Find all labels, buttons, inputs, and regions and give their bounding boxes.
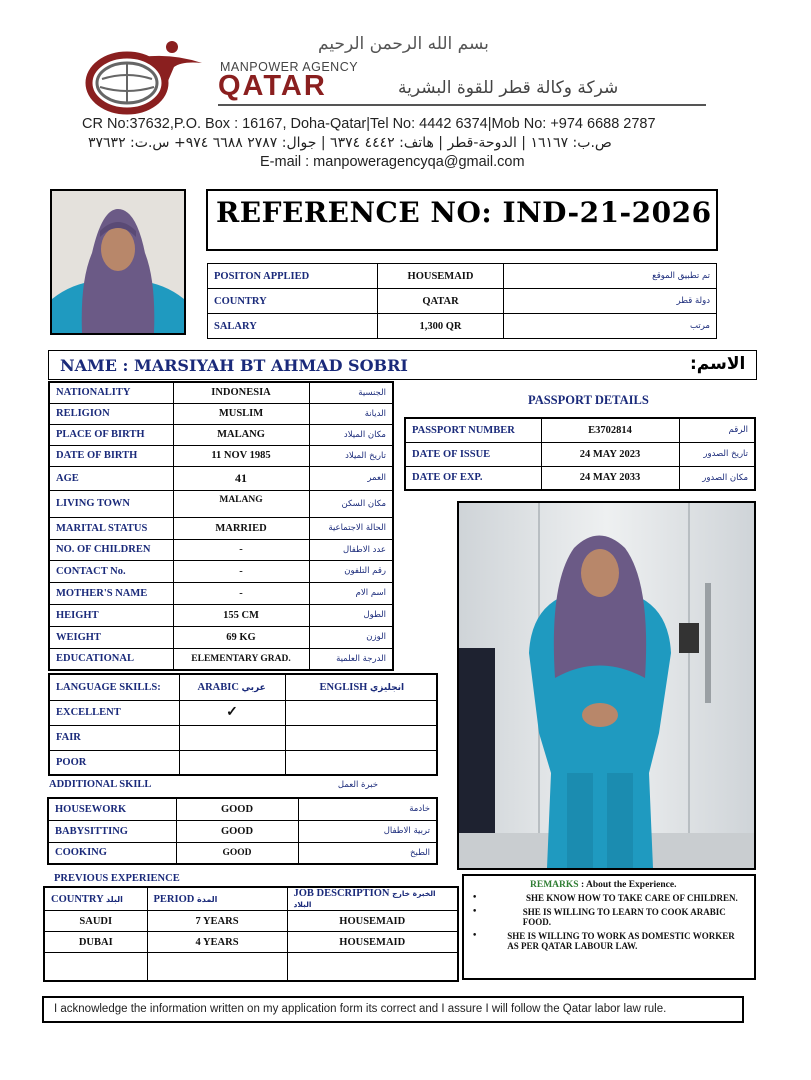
- arabic-label-ar: عربي: [241, 682, 266, 693]
- height-label-ar: الطول: [309, 604, 393, 626]
- salary-label-ar: مرتب: [504, 314, 717, 339]
- remark-text: SHE KNOW HOW TO TAKE CARE OF CHILDREN.: [526, 893, 738, 903]
- remark-text: SHE IS WILLING TO WORK AS DOMESTIC WORKER AS PER QATAR LABOUR LAW.: [507, 931, 735, 951]
- country-header: [44, 887, 147, 911]
- agency-logo: [82, 35, 212, 115]
- table-row: [405, 466, 755, 490]
- place-of-birth-label-ar: مكان الميلاد: [309, 424, 393, 445]
- remarks-list: [472, 893, 742, 951]
- portrait-figure: [52, 191, 184, 333]
- cooking-value: GOOD: [176, 842, 298, 864]
- cooking-label-ar: الطبخ: [298, 842, 437, 864]
- table-row: [44, 932, 458, 953]
- passport-title: PASSPORT DETAILS: [528, 393, 649, 407]
- experience-country: SAUDI: [44, 911, 147, 932]
- job-header-ar: الخبرة خارج البلاد: [293, 889, 436, 909]
- position-row-salary: [208, 314, 717, 339]
- date-of-birth-label: DATE OF BIRTH: [49, 445, 173, 466]
- living-town-label: LIVING TOWN: [49, 490, 173, 517]
- housework-value: GOOD: [176, 798, 298, 820]
- full-body-photo: [457, 501, 756, 870]
- table-row: [49, 539, 393, 560]
- table-row: [405, 418, 755, 442]
- weight-value: 69 KG: [173, 626, 309, 648]
- list-item: [472, 931, 742, 951]
- height-label: HEIGHT: [49, 604, 173, 626]
- children-label-ar: عدد الاطفال: [309, 539, 393, 560]
- education-label: EDUCATIONAL: [49, 648, 173, 670]
- arabic-header: [179, 674, 285, 700]
- position-label: POSITON APPLIED: [208, 264, 378, 289]
- empty-cell: [287, 953, 458, 981]
- table-row: [48, 798, 437, 820]
- english-header: [285, 674, 437, 700]
- additional-skill-title: ADDITIONAL SKILL: [49, 779, 152, 790]
- babysitting-label-ar: تربية الاطفال: [298, 820, 437, 842]
- period-header-ar: المدة: [196, 894, 218, 904]
- table-row: [49, 674, 437, 700]
- experience-period: 7 YEARS: [147, 911, 287, 932]
- remarks-box: [462, 874, 756, 980]
- arabic-poor-cell: [179, 750, 285, 775]
- level-poor-label: POOR: [49, 750, 179, 775]
- mothers-name-label: MOTHER'S NAME: [49, 582, 173, 604]
- agency-name-en: MANPOWER AGENCY: [220, 60, 359, 74]
- experience-period: 4 YEARS: [147, 932, 287, 953]
- remarks-title: REMARKS: [530, 880, 579, 890]
- religion-value: MUSLIM: [173, 403, 309, 424]
- nationality-value: INDONESIA: [173, 382, 309, 403]
- religion-label: RELIGION: [49, 403, 173, 424]
- english-label: ENGLISH: [319, 681, 368, 693]
- table-row: [49, 517, 393, 539]
- table-row: [49, 466, 393, 490]
- agency-name-qatar: QATAR: [218, 70, 327, 102]
- date-of-birth-value: 11 NOV 1985: [173, 445, 309, 466]
- additional-skill-title-ar: خبرة العمل: [337, 780, 378, 790]
- age-label: AGE: [49, 466, 173, 490]
- header-divider: [218, 104, 706, 106]
- reference-number: REFERENCE NO: IND-21-2026: [216, 196, 712, 229]
- expiry-date-label: DATE OF EXP.: [405, 466, 541, 490]
- applicant-name-ar: الاسم:: [690, 354, 746, 374]
- empty-cell: [44, 953, 147, 981]
- agency-email: E-mail : manpoweragencyqa@gmail.com: [260, 154, 525, 170]
- period-header-label: PERIOD: [153, 893, 195, 905]
- age-label-ar: العمر: [309, 466, 393, 490]
- table-row: [49, 382, 393, 403]
- position-value: HOUSEMAID: [378, 264, 504, 289]
- applicant-name: NAME : MARSIYAH BT AHMAD SOBRI: [60, 356, 408, 375]
- experience-table: [43, 886, 459, 982]
- expiry-date-label-ar: مكان الصدور: [679, 466, 755, 490]
- arabic-label: ARABIC: [197, 681, 239, 693]
- position-table: [207, 263, 717, 339]
- previous-experience-title: PREVIOUS EXPERIENCE: [54, 873, 180, 884]
- issue-date-value: 24 MAY 2023: [541, 442, 679, 466]
- contact-label-ar: رقم التلفون: [309, 560, 393, 582]
- language-skills-table: [48, 673, 438, 776]
- additional-skills-table: [47, 797, 438, 865]
- position-row-applied: [208, 264, 717, 289]
- level-fair-label: FAIR: [49, 725, 179, 750]
- list-item: [472, 893, 742, 903]
- full-body-figure: [459, 503, 754, 868]
- period-header: [147, 887, 287, 911]
- table-row: [49, 626, 393, 648]
- contact-label: CONTACT No.: [49, 560, 173, 582]
- issue-date-label-ar: تاريخ الصدور: [679, 442, 755, 466]
- empty-cell: [147, 953, 287, 981]
- table-row: [49, 604, 393, 626]
- height-value: 155 CM: [173, 604, 309, 626]
- age-value: 41: [173, 466, 309, 490]
- table-row: [49, 424, 393, 445]
- mothers-name-value: -: [173, 582, 309, 604]
- housework-label-ar: خادمة: [298, 798, 437, 820]
- english-poor-cell: [285, 750, 437, 775]
- contact-line-en: CR No:37632,P.O. Box : 16167, Doha-Qatar|Tel No: 4442 6374|Mob No: +974 6688 2787: [82, 116, 656, 132]
- acknowledgement-text: I acknowledge the information written on my application form its correct and I assure I will follow the Qatar labor law rule.: [54, 1003, 667, 1015]
- bullet: •: [472, 893, 478, 903]
- babysitting-value: GOOD: [176, 820, 298, 842]
- list-item: [472, 907, 742, 927]
- experience-job: HOUSEMAID: [287, 911, 458, 932]
- housework-label: HOUSEWORK: [48, 798, 176, 820]
- issue-date-label: DATE OF ISSUE: [405, 442, 541, 466]
- marital-status-label: MARITAL STATUS: [49, 517, 173, 539]
- table-row: [48, 842, 437, 864]
- table-row: [48, 820, 437, 842]
- marital-status-label-ar: الحالة الاجتماعية: [309, 517, 393, 539]
- country-header-ar: البلد: [105, 894, 123, 904]
- salary-label: SALARY: [208, 314, 378, 339]
- position-label-ar: تم تطبيق الموقع: [504, 264, 717, 289]
- passport-number-value: E3702814: [541, 418, 679, 442]
- contact-line-ar: ص.ب: ١٦١٦٧ | الدوحة-قطر | هاتف: ٤٤٤٢ ٦٣٧٤ | جوال: ٢٧٨٧ ٦٦٨٨ ٩٧٤+ س.ت: ٣٧٦٣٢: [88, 135, 612, 151]
- bismillah-calligraphy: بسم الله الرحمن الرحيم: [318, 34, 489, 54]
- religion-label-ar: الديانة: [309, 403, 393, 424]
- table-row: [405, 442, 755, 466]
- job-header: [287, 887, 458, 911]
- table-row: [44, 911, 458, 932]
- country-label: COUNTRY: [208, 289, 378, 314]
- table-row: [49, 403, 393, 424]
- table-row: [49, 582, 393, 604]
- english-excellent-cell: [285, 700, 437, 725]
- table-row: [49, 700, 437, 725]
- weight-label-ar: الوزن: [309, 626, 393, 648]
- table-row: [49, 648, 393, 670]
- table-row: [49, 750, 437, 775]
- english-label-ar: انجليزي: [369, 682, 405, 693]
- country-value: QATAR: [378, 289, 504, 314]
- cooking-label: COOKING: [48, 842, 176, 864]
- agency-name-ar: شركة وكالة قطر للقوة البشرية: [398, 78, 619, 98]
- language-skills-label: LANGUAGE SKILLS:: [49, 674, 179, 700]
- mothers-name-label-ar: اسم الام: [309, 582, 393, 604]
- education-label-ar: الدرجة العلمية: [309, 648, 393, 670]
- table-row: [49, 725, 437, 750]
- remarks-subtitle: : About the Experience.: [580, 880, 677, 890]
- position-row-country: [208, 289, 717, 314]
- marital-status-value: MARRIED: [173, 517, 309, 539]
- job-header-label: JOB DESCRIPTION: [293, 888, 390, 899]
- passport-table: [404, 417, 756, 491]
- expiry-date-value: 24 MAY 2033: [541, 466, 679, 490]
- babysitting-label: BABYSITTING: [48, 820, 176, 842]
- nationality-label-ar: الجنسية: [309, 382, 393, 403]
- weight-label: WEIGHT: [49, 626, 173, 648]
- passport-number-label: PASSPORT NUMBER: [405, 418, 541, 442]
- place-of-birth-value: MALANG: [173, 424, 309, 445]
- remark-text: SHE IS WILLING TO LEARN TO COOK ARABIC FOOD.: [522, 907, 726, 927]
- place-of-birth-label: PLACE OF BIRTH: [49, 424, 173, 445]
- table-row: [44, 953, 458, 981]
- passport-number-label-ar: الرقم: [679, 418, 755, 442]
- living-town-label-ar: مكان السكن: [309, 490, 393, 517]
- portrait-photo: [50, 189, 186, 335]
- english-fair-cell: [285, 725, 437, 750]
- date-of-birth-label-ar: تاريخ الميلاد: [309, 445, 393, 466]
- experience-country: DUBAI: [44, 932, 147, 953]
- table-row: [49, 445, 393, 466]
- bullet: •: [472, 907, 478, 917]
- table-row: [49, 490, 393, 517]
- children-value: -: [173, 539, 309, 560]
- level-excellent-label: EXCELLENT: [49, 700, 179, 725]
- education-value: ELEMENTARY GRAD.: [173, 648, 309, 670]
- salary-value: 1,300 QR: [378, 314, 504, 339]
- arabic-fair-cell: [179, 725, 285, 750]
- remarks-heading: [530, 880, 676, 890]
- living-town-value: MALANG: [173, 490, 309, 517]
- experience-job: HOUSEMAID: [287, 932, 458, 953]
- table-row: [44, 887, 458, 911]
- country-label-ar: دولة قطر: [504, 289, 717, 314]
- bullet: •: [472, 931, 478, 941]
- country-header-label: COUNTRY: [51, 893, 104, 905]
- table-row: [49, 560, 393, 582]
- personal-details-table: [48, 381, 394, 671]
- children-label: NO. OF CHILDREN: [49, 539, 173, 560]
- contact-value: -: [173, 560, 309, 582]
- arabic-excellent-check: ✓: [179, 700, 285, 725]
- nationality-label: NATIONALITY: [49, 382, 173, 403]
